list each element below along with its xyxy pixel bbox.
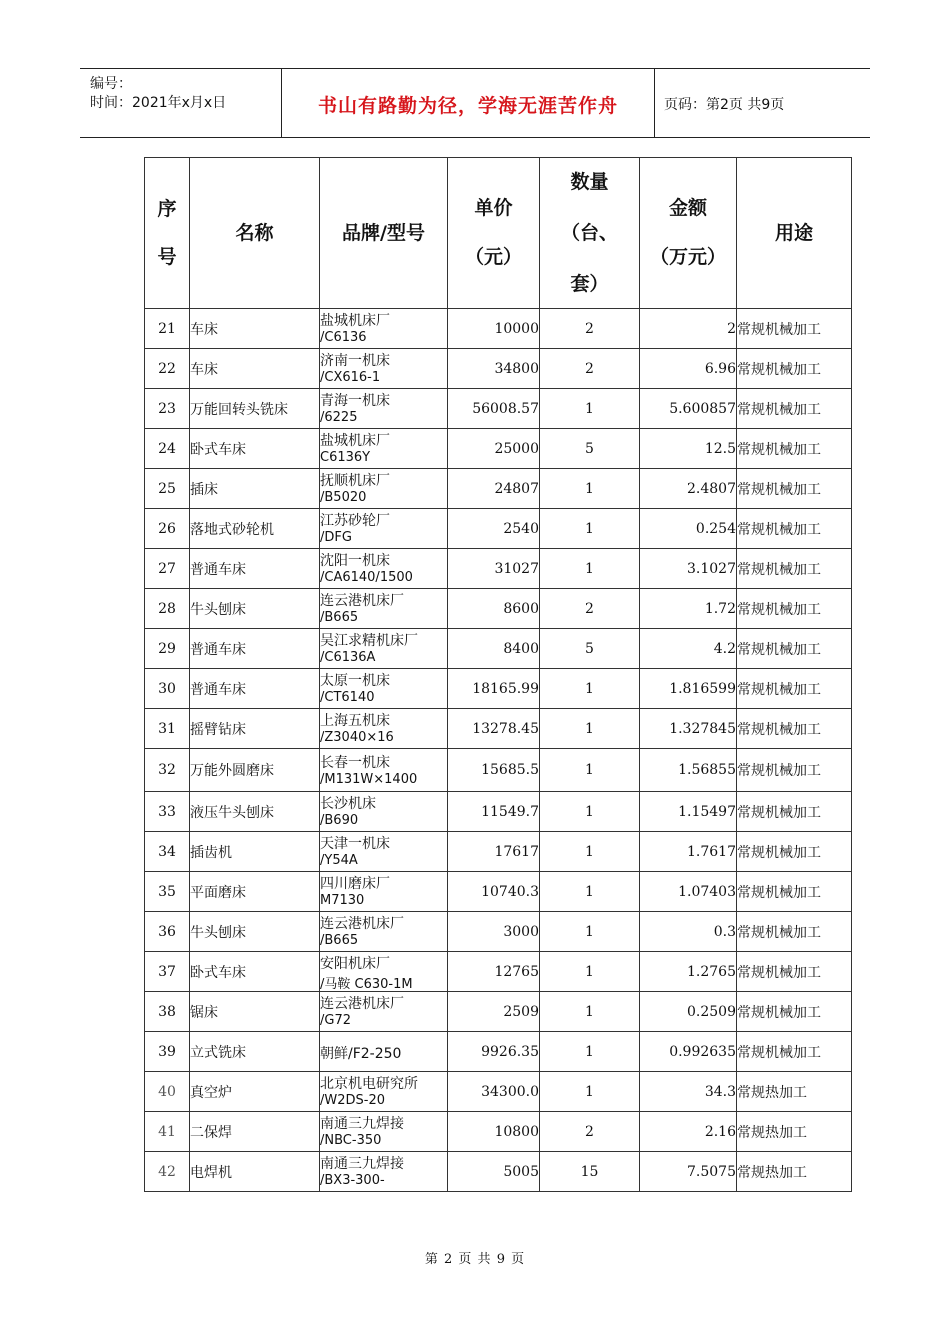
brand-code: /BX3-300-	[320, 1173, 385, 1188]
brand-maker: 朝鲜	[320, 1046, 348, 1062]
brand-maker: 连云港机床厂	[320, 593, 404, 609]
cell-qty: 1	[540, 749, 640, 792]
cell-name: 摇臂钻床	[190, 709, 320, 749]
cell-price: 10000	[448, 309, 540, 349]
brand-maker: 天津一机床	[320, 836, 390, 852]
cell-amount: 2.4807	[640, 469, 737, 509]
cell-brand	[320, 629, 448, 669]
header-name: 名称	[190, 158, 320, 309]
cell-use: 常规机械加工	[737, 912, 852, 952]
cell-brand	[320, 1032, 448, 1072]
cell-amount: 1.327845	[640, 709, 737, 749]
header-price-line2: （元）	[464, 246, 522, 268]
brand-wrap	[320, 872, 447, 911]
brand-wrap	[320, 1112, 447, 1151]
cell-price: 13278.45	[448, 709, 540, 749]
brand-wrap	[320, 469, 447, 508]
number-label: 编号：	[90, 76, 132, 92]
cell-index: 25	[145, 469, 190, 509]
cell-amount: 0.254	[640, 509, 737, 549]
cell-index: 27	[145, 549, 190, 589]
cell-amount: 12.5	[640, 429, 737, 469]
brand-wrap	[320, 669, 447, 708]
table-row	[145, 952, 852, 992]
brand-maker: 南通三九焊接	[320, 1156, 404, 1172]
cell-brand	[320, 952, 448, 992]
brand-code: /C6136A	[320, 650, 376, 665]
cell-qty: 1	[540, 469, 640, 509]
brand-maker: 吴江求精机床厂	[320, 633, 418, 649]
cell-price: 15685.5	[448, 749, 540, 792]
brand-maker: 抚顺机床厂	[320, 473, 390, 489]
table-row	[145, 749, 852, 792]
header-amount	[640, 158, 737, 309]
brand-code: /马鞍 C630-1M	[320, 977, 413, 991]
brand-maker: 南通三九焊接	[320, 1116, 404, 1132]
brand-wrap	[320, 912, 447, 951]
cell-index: 28	[145, 589, 190, 629]
brand-code: /Z3040×16	[320, 730, 394, 745]
cell-price: 31027	[448, 549, 540, 589]
header-qty-line3: 套）	[570, 272, 609, 295]
cell-brand	[320, 669, 448, 709]
brand-code: /B5020	[320, 490, 367, 505]
brand-wrap	[320, 389, 447, 428]
cell-price: 18165.99	[448, 669, 540, 709]
equipment-table	[144, 157, 852, 1192]
brand-code: C6136Y	[320, 450, 371, 465]
table-row	[145, 1112, 852, 1152]
cell-price: 17617	[448, 832, 540, 872]
cell-qty: 1	[540, 832, 640, 872]
cell-use: 常规机械加工	[737, 589, 852, 629]
table-row	[145, 709, 852, 749]
cell-amount: 1.2765	[640, 952, 737, 992]
header-idx	[145, 158, 190, 309]
table-row	[145, 629, 852, 669]
cell-qty: 1	[540, 872, 640, 912]
cell-qty: 1	[540, 992, 640, 1032]
brand-code: /Y54A	[320, 853, 358, 868]
cell-qty: 2	[540, 589, 640, 629]
brand-maker: 长春一机床	[320, 754, 390, 771]
header-idx-line2: 号	[157, 246, 177, 268]
brand-wrap	[320, 629, 447, 668]
brand-maker: 盐城机床厂	[320, 313, 390, 329]
cell-index: 38	[145, 992, 190, 1032]
table-row	[145, 589, 852, 629]
cell-amount: 5.600857	[640, 389, 737, 429]
cell-use: 常规机械加工	[737, 349, 852, 389]
cell-use: 常规机械加工	[737, 749, 852, 792]
cell-use: 常规热加工	[737, 1072, 852, 1112]
brand-model	[320, 1043, 401, 1063]
cell-name: 车床	[190, 349, 320, 389]
cell-price: 56008.57	[448, 389, 540, 429]
page-header	[80, 68, 870, 138]
cell-name: 车床	[190, 309, 320, 349]
table-header-row	[145, 158, 852, 309]
cell-use: 常规机械加工	[737, 709, 852, 749]
cell-amount: 1.56855	[640, 749, 737, 792]
cell-use: 常规机械加工	[737, 309, 852, 349]
cell-name: 真空炉	[190, 1072, 320, 1112]
page-info: 页码：第2页 共9页	[664, 97, 785, 113]
cell-name: 万能外圆磨床	[190, 749, 320, 792]
cell-use: 常规机械加工	[737, 832, 852, 872]
cell-brand	[320, 469, 448, 509]
cell-index: 40	[145, 1072, 190, 1112]
cell-index: 26	[145, 509, 190, 549]
cell-amount: 3.1027	[640, 549, 737, 589]
cell-brand	[320, 589, 448, 629]
header-amount-line1: 金额	[668, 197, 707, 219]
cell-brand	[320, 389, 448, 429]
brand-code: /CA6140/1500	[320, 570, 413, 585]
header-qty-line1: 数量	[570, 170, 609, 193]
cell-use: 常规热加工	[737, 1152, 852, 1192]
cell-price: 2509	[448, 992, 540, 1032]
cell-name: 牛头刨床	[190, 589, 320, 629]
cell-price: 10740.3	[448, 872, 540, 912]
cell-brand	[320, 792, 448, 832]
table-body	[145, 309, 852, 1192]
brand-wrap	[320, 832, 447, 871]
brand-maker: 安阳机床厂	[320, 956, 390, 972]
cell-index: 22	[145, 349, 190, 389]
cell-name: 锯床	[190, 992, 320, 1032]
brand-code: /6225	[320, 410, 358, 425]
cell-name: 电焊机	[190, 1152, 320, 1192]
cell-amount: 2.16	[640, 1112, 737, 1152]
cell-name: 牛头刨床	[190, 912, 320, 952]
cell-index: 32	[145, 749, 190, 792]
cell-use: 常规机械加工	[737, 469, 852, 509]
brand-code: /CX616-1	[320, 370, 381, 385]
brand-maker: 四川磨床厂	[320, 876, 390, 892]
header-price	[448, 158, 540, 309]
table-row	[145, 1032, 852, 1072]
cell-name: 落地式砂轮机	[190, 509, 320, 549]
table-row	[145, 509, 852, 549]
brand-maker: 连云港机床厂	[320, 996, 404, 1012]
cell-name: 普通车床	[190, 629, 320, 669]
brand-code: /B690	[320, 813, 359, 828]
cell-amount: 1.816599	[640, 669, 737, 709]
table-row	[145, 872, 852, 912]
cell-price: 10800	[448, 1112, 540, 1152]
header-motto-cell	[281, 69, 655, 137]
cell-price: 11549.7	[448, 792, 540, 832]
cell-index: 37	[145, 952, 190, 992]
cell-qty: 1	[540, 912, 640, 952]
cell-name: 普通车床	[190, 669, 320, 709]
cell-amount: 34.3	[640, 1072, 737, 1112]
cell-brand	[320, 349, 448, 389]
brand-code: /B665	[320, 933, 359, 948]
cell-price: 8400	[448, 629, 540, 669]
table-row	[145, 309, 852, 349]
cell-brand	[320, 509, 448, 549]
cell-name: 插齿机	[190, 832, 320, 872]
cell-brand	[320, 429, 448, 469]
cell-qty: 1	[540, 792, 640, 832]
cell-brand	[320, 1072, 448, 1112]
cell-amount: 1.07403	[640, 872, 737, 912]
cell-brand	[320, 912, 448, 952]
header-brand: 品牌/型号	[320, 158, 448, 309]
cell-price: 34800	[448, 349, 540, 389]
cell-name: 万能回转头铣床	[190, 389, 320, 429]
brand-wrap	[320, 751, 447, 790]
brand-wrap	[320, 709, 447, 748]
cell-qty: 2	[540, 309, 640, 349]
cell-index: 35	[145, 872, 190, 912]
cell-index: 21	[145, 309, 190, 349]
cell-brand	[320, 992, 448, 1032]
table-row	[145, 389, 852, 429]
cell-name: 卧式车床	[190, 952, 320, 992]
brand-code: /DFG	[320, 530, 352, 545]
brand-wrap	[320, 589, 447, 628]
brand-maker: 济南一机床	[320, 353, 390, 369]
page-footer: 第 2 页 共 9 页	[424, 1252, 526, 1267]
brand-maker: 青海一机床	[320, 393, 390, 409]
table-row	[145, 549, 852, 589]
brand-wrap	[320, 992, 447, 1031]
cell-qty: 5	[540, 629, 640, 669]
cell-brand	[320, 832, 448, 872]
cell-qty: 1	[540, 669, 640, 709]
cell-name: 卧式车床	[190, 429, 320, 469]
cell-qty: 1	[540, 389, 640, 429]
cell-name: 平面磨床	[190, 872, 320, 912]
cell-use: 常规机械加工	[737, 1032, 852, 1072]
cell-price: 24807	[448, 469, 540, 509]
cell-brand	[320, 1112, 448, 1152]
time-label: 时间：2021年x月x日	[90, 95, 227, 111]
cell-brand	[320, 549, 448, 589]
cell-use: 常规机械加工	[737, 792, 852, 832]
cell-amount: 1.72	[640, 589, 737, 629]
cell-name: 普通车床	[190, 549, 320, 589]
cell-name: 插床	[190, 469, 320, 509]
cell-name: 液压牛头刨床	[190, 792, 320, 832]
cell-amount: 4.2	[640, 629, 737, 669]
cell-amount: 1.7617	[640, 832, 737, 872]
brand-maker: 沈阳一机床	[320, 553, 390, 569]
brand-wrap	[320, 1032, 447, 1071]
header-price-line1: 单价	[474, 197, 513, 219]
cell-index: 39	[145, 1032, 190, 1072]
header-qty	[540, 158, 640, 309]
cell-use: 常规机械加工	[737, 952, 852, 992]
header-qty-line2: （台、	[560, 221, 618, 244]
cell-index: 33	[145, 792, 190, 832]
cell-index: 29	[145, 629, 190, 669]
brand-maker: 长沙机床	[320, 796, 376, 812]
cell-price: 34300.0	[448, 1072, 540, 1112]
cell-index: 23	[145, 389, 190, 429]
table-row	[145, 429, 852, 469]
table-row	[145, 469, 852, 509]
brand-wrap	[320, 792, 447, 831]
header-use: 用途	[737, 158, 852, 309]
cell-brand	[320, 872, 448, 912]
cell-use: 常规机械加工	[737, 509, 852, 549]
cell-brand	[320, 709, 448, 749]
cell-use: 常规机械加工	[737, 549, 852, 589]
cell-price: 5005	[448, 1152, 540, 1192]
cell-use: 常规机械加工	[737, 992, 852, 1032]
brand-code: /CT6140	[320, 690, 375, 705]
cell-use: 常规机械加工	[737, 429, 852, 469]
cell-amount: 2	[640, 309, 737, 349]
cell-price: 3000	[448, 912, 540, 952]
cell-name: 二保焊	[190, 1112, 320, 1152]
cell-index: 24	[145, 429, 190, 469]
cell-index: 42	[145, 1152, 190, 1192]
cell-qty: 1	[540, 1032, 640, 1072]
table-row	[145, 1152, 852, 1192]
cell-index: 31	[145, 709, 190, 749]
cell-use: 常规热加工	[737, 1112, 852, 1152]
cell-amount: 0.3	[640, 912, 737, 952]
cell-amount: 7.5075	[640, 1152, 737, 1192]
brand-maker: 北京机电研究所	[320, 1076, 418, 1092]
table-row	[145, 792, 852, 832]
cell-amount: 6.96	[640, 349, 737, 389]
table-row	[145, 1072, 852, 1112]
cell-qty: 15	[540, 1152, 640, 1192]
brand-maker: 连云港机床厂	[320, 916, 404, 932]
brand-code: /NBC-350	[320, 1133, 382, 1148]
cell-brand	[320, 309, 448, 349]
cell-index: 41	[145, 1112, 190, 1152]
cell-qty: 1	[540, 952, 640, 992]
cell-index: 30	[145, 669, 190, 709]
brand-maker: 太原一机床	[320, 673, 390, 689]
brand-maker: 江苏砂轮厂	[320, 513, 390, 529]
cell-brand	[320, 749, 448, 792]
brand-code: /B665	[320, 610, 359, 625]
cell-use: 常规机械加工	[737, 629, 852, 669]
brand-wrap	[320, 429, 447, 468]
brand-wrap	[320, 1072, 447, 1111]
table-row	[145, 912, 852, 952]
brand-wrap	[320, 309, 447, 348]
cell-price: 25000	[448, 429, 540, 469]
cell-name: 立式铣床	[190, 1032, 320, 1072]
cell-index: 34	[145, 832, 190, 872]
table-row	[145, 669, 852, 709]
cell-amount: 0.992635	[640, 1032, 737, 1072]
cell-use: 常规机械加工	[737, 669, 852, 709]
brand-maker: 盐城机床厂	[320, 433, 390, 449]
cell-brand	[320, 1152, 448, 1192]
brand-code: /F2-250	[348, 1046, 402, 1062]
brand-code: /G72	[320, 1013, 351, 1028]
cell-amount: 1.15497	[640, 792, 737, 832]
motto-text: 书山有路勤为径，学海无涯苦作舟	[317, 95, 618, 117]
brand-maker: 上海五机床	[320, 713, 390, 729]
cell-qty: 5	[540, 429, 640, 469]
header-meta	[80, 69, 281, 137]
header-page-cell	[654, 69, 870, 137]
cell-price: 2540	[448, 509, 540, 549]
brand-wrap	[320, 509, 447, 548]
cell-qty: 2	[540, 1112, 640, 1152]
brand-wrap	[320, 1152, 447, 1191]
cell-price: 8600	[448, 589, 540, 629]
cell-use: 常规机械加工	[737, 389, 852, 429]
cell-qty: 2	[540, 349, 640, 389]
cell-price: 9926.35	[448, 1032, 540, 1072]
brand-wrap	[320, 349, 447, 388]
brand-code: /M131W×1400	[320, 771, 418, 787]
brand-code: /C6136	[320, 330, 367, 345]
cell-qty: 1	[540, 549, 640, 589]
brand-wrap	[320, 549, 447, 588]
table-row	[145, 992, 852, 1032]
cell-use: 常规机械加工	[737, 872, 852, 912]
cell-amount: 0.2509	[640, 992, 737, 1032]
header-amount-line2: （万元）	[649, 246, 726, 268]
brand-code: M7130	[320, 893, 365, 908]
cell-qty: 1	[540, 709, 640, 749]
header-idx-line1: 序	[157, 198, 177, 220]
brand-code: /W2DS-20	[320, 1093, 385, 1108]
brand-wrap	[320, 952, 447, 991]
cell-price: 12765	[448, 952, 540, 992]
cell-index: 36	[145, 912, 190, 952]
cell-qty: 1	[540, 509, 640, 549]
table-row	[145, 349, 852, 389]
cell-qty: 1	[540, 1072, 640, 1112]
table-row	[145, 832, 852, 872]
